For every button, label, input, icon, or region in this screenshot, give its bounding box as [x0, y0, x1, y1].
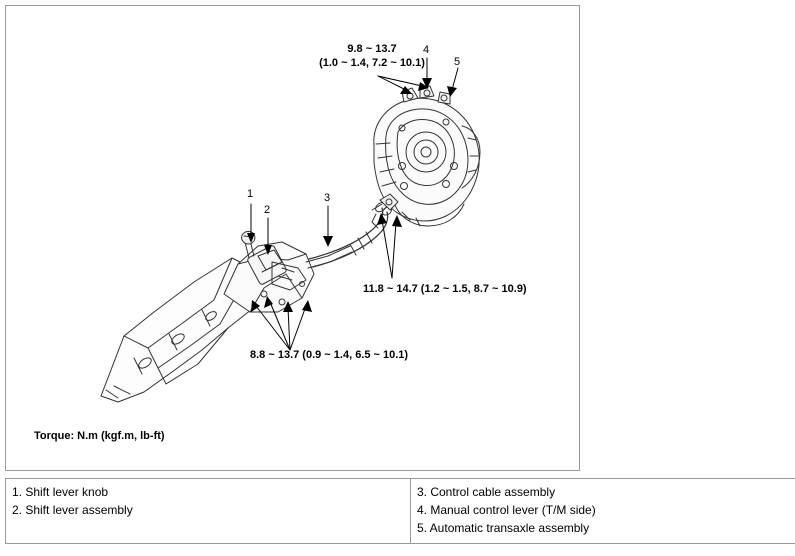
item-number-5: 5 — [454, 56, 461, 68]
torque-callout-upper-line2: (1.0 ~ 1.4, 7.2 ~ 10.1) — [319, 57, 425, 69]
illustration-panel — [5, 5, 580, 471]
automatic-transaxle-assembly — [372, 86, 480, 226]
item-number-1: 1 — [247, 188, 254, 200]
torque-callout-upper-line1: 9.8 ~ 13.7 — [347, 43, 397, 55]
torque-callout-upper — [302, 42, 442, 70]
legend-right-column — [411, 479, 795, 544]
shift-lever-assembly — [224, 231, 352, 312]
legend-table — [5, 478, 795, 544]
torque-callout-lower: 8.8 ~ 13.7 (0.9 ~ 1.4, 6.5 ~ 10.1) — [250, 349, 409, 361]
legend-item-2: 2. Shift lever assembly — [12, 503, 133, 517]
control-cable-assembly — [309, 200, 393, 267]
torque-callout-middle: 11.8 ~ 14.7 (1.2 ~ 1.5, 8.7 ~ 10.9) — [363, 283, 527, 295]
item-number-3: 3 — [324, 192, 331, 204]
legend-item-3: 3. Control cable assembly — [417, 485, 556, 499]
legend-left-column — [6, 479, 411, 544]
legend-row — [6, 479, 795, 544]
item-number-4: 4 — [423, 44, 430, 56]
legend-item-5: 5. Automatic transaxle assembly — [417, 521, 590, 535]
exploded-view-drawing — [6, 6, 579, 470]
torque-unit-note: Torque: N.m (kgf.m, lb-ft) — [34, 430, 165, 442]
legend-item-4: 4. Manual control lever (T/M side) — [417, 503, 596, 517]
legend-item-1: 1. Shift lever knob — [12, 485, 109, 499]
item-number-2: 2 — [264, 204, 271, 216]
